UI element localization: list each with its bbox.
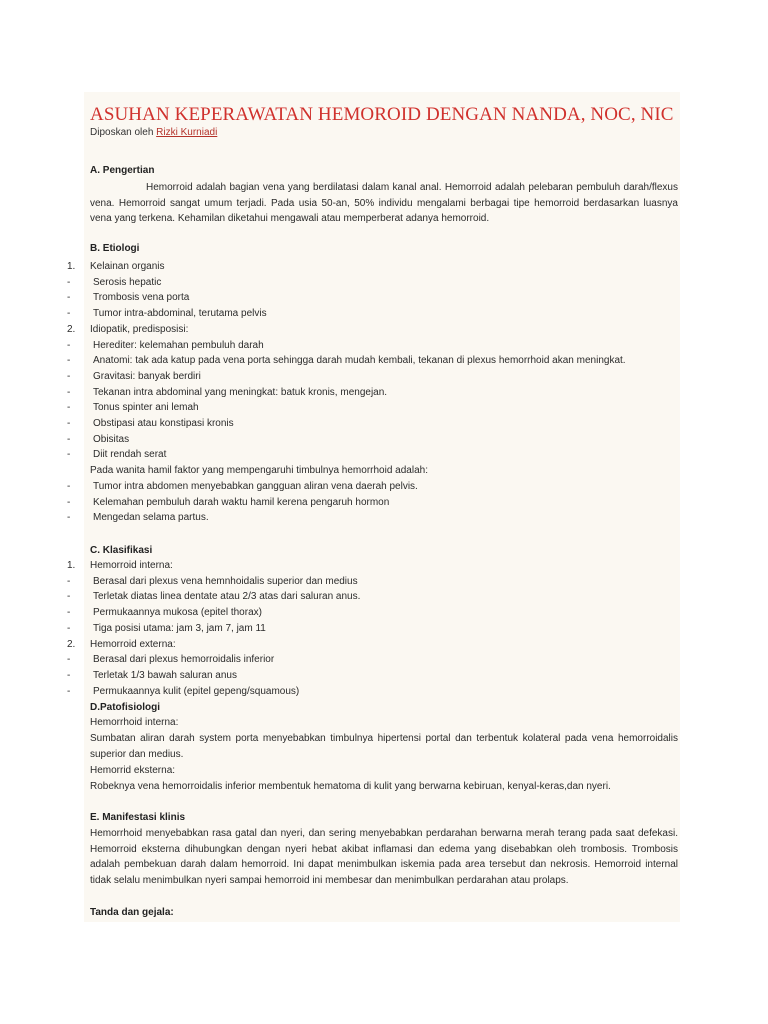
etiologi-subitem: Herediter: kelemahan pembuluh darah	[93, 339, 264, 351]
klasifikasi-subitem: Berasal dari plexus hemorroidalis inferior	[93, 654, 275, 666]
klasifikasi-subitem: Terletak 1/3 bawah saluran anus	[93, 669, 237, 681]
etiologi-subitem: Tumor intra-abdominal, terutama pelvis	[93, 308, 267, 320]
etiologi-subitem-marker: -	[67, 418, 71, 429]
etiologi-subitem-marker: -	[67, 496, 71, 508]
etiologi-subitem: Mengedan selama partus.	[93, 512, 209, 524]
klasifikasi-subitem-marker: -	[67, 591, 71, 603]
etiologi-subitem-marker: -	[67, 480, 71, 492]
etiologi-subitem-marker: -	[67, 433, 71, 445]
klasifikasi-item-marker: 1.	[67, 560, 76, 571]
klasifikasi-subitem-marker: -	[67, 654, 71, 666]
klasifikasi-item: Hemorroid interna:	[90, 560, 173, 571]
patofisiologi-interna-text: Sumbatan aliran darah system porta menyebabkan timbulnya hipertensi portal dan terbentuk kolateral pada vena hemorroidalis superior dan medius.	[90, 733, 678, 760]
etiologi-subitem-marker: -	[67, 355, 71, 367]
paragraph-manifestasi: Hemorrhoid menyebabkan rasa gatal dan nyeri, dan sering menyebabkan perdarahan berwarna merah terang pada saat defekasi. Hemorroid eksterna dihubungkan dengan nyeri hebat akibat inflamasi dan edema yang disebabkan oleh trombosis. Trombosis adalah pembekuan darah dalam hemorroid. Ini dapat menimbulkan iskemia pada area tersebut dan nekrosis. Hemorroid internal tidak selalu menimbulkan nyeri sampai hemorroid ini membesar dan menimbulkan perdarahan atau prolaps.	[90, 828, 678, 886]
klasifikasi-subitem: Tiga posisi utama: jam 3, jam 7, jam 11	[93, 622, 266, 634]
heading-etiologi: B. Etiologi	[90, 243, 140, 254]
klasifikasi-subitem: Berasal dari plexus vena hemnhoidalis superior dan medius	[93, 575, 358, 587]
klasifikasi-subitem-marker: -	[67, 575, 71, 587]
etiologi-subitem: Tumor intra abdomen menyebabkan gangguan aliran vena daerah pelvis.	[93, 480, 418, 492]
etiologi-subitem: Tekanan intra abdominal yang meningkat: batuk kronis, mengejan.	[93, 386, 388, 398]
etiologi-subitem: Tonus spinter ani lemah	[93, 402, 199, 414]
etiologi-item: Kelainan organis	[90, 261, 165, 272]
etiologi-subitem: Obstipasi atau konstipasi kronis	[93, 418, 234, 429]
etiologi-subitem-marker: -	[67, 386, 71, 398]
heading-patofisiologi: D.Patofisiologi	[90, 702, 160, 713]
klasifikasi-item-marker: 2.	[67, 638, 76, 650]
author-link[interactable]: Rizki Kurniadi	[156, 127, 218, 138]
etiologi-subitem: Trombosis vena porta	[93, 292, 190, 304]
patofisiologi-eksterna-text: Robeknya vena hemorroidalis inferior membentuk hematoma di kulit yang berwarna kebiruan, kenyal-keras,dan nyeri.	[90, 781, 611, 792]
etiologi-item-marker: 2.	[67, 323, 76, 335]
klasifikasi-subitem-marker: -	[67, 669, 71, 681]
heading-klasifikasi: C. Klasifikasi	[90, 545, 153, 556]
etiologi-subitem: Serosis hepatic	[93, 276, 162, 288]
etiologi-subitem: Kelemahan pembuluh darah waktu hamil kerena pengaruh hormon	[93, 496, 390, 508]
etiologi-subitem: Anatomi: tak ada katup pada vena porta sehingga darah mudah kembali, tekanan di plexus hemorrhoid akan meningkat.	[93, 355, 626, 367]
klasifikasi-item: Hemorroid externa:	[90, 638, 176, 650]
byline-prefix: Diposkan oleh	[90, 127, 154, 138]
paragraph-pengertian: Hemorroid adalah bagian vena yang berdilatasi dalam kanal anal. Hemorroid adalah pelebaran pembuluh darah/flexus vena. Hemorroid sangat umum terjadi. Pada usia 50-an, 50% individu mengalami berbagai tipe hemorroid berdasarkan luasnya vena yang terkena. Kehamilan diketahui mengawali atau memperberat adanya hemorroid.	[90, 182, 678, 224]
klasifikasi-subitem-marker: -	[67, 622, 71, 634]
etiologi-pregnancy-intro: Pada wanita hamil faktor yang mempengaruhi timbulnya hemorrhoid adalah:	[90, 465, 428, 477]
etiologi-subitem: Gravitasi: banyak berdiri	[93, 370, 201, 382]
etiologi-item-marker: 1.	[67, 261, 76, 272]
byline	[90, 127, 217, 138]
klasifikasi-subitem-marker: -	[67, 607, 71, 619]
etiologi-subitem-marker: -	[67, 339, 71, 351]
etiologi-subitem-marker: -	[67, 449, 71, 461]
klasifikasi-subitem: Permukaannya mukosa (epitel thorax)	[93, 607, 262, 619]
patofisiologi-interna-label: Hemorrhoid interna:	[90, 717, 179, 728]
klasifikasi-subitem-marker: -	[67, 685, 71, 697]
heading-pengertian: A. Pengertian	[90, 165, 155, 176]
etiologi-subitem: Obisitas	[93, 433, 130, 445]
etiologi-subitem-marker: -	[67, 276, 71, 288]
etiologi-item: Idiopatik, predisposisi:	[90, 323, 189, 335]
etiologi-subitem-marker: -	[67, 292, 71, 304]
page-title: ASUHAN KEPERAWATAN HEMOROID DENGAN NANDA, NOC, NIC	[90, 104, 674, 125]
etiologi-subitem-marker: -	[67, 370, 71, 382]
etiologi-subitem-marker: -	[67, 512, 71, 524]
etiologi-subitem: Diit rendah serat	[93, 449, 167, 461]
heading-tanda-gejala: Tanda dan gejala:	[90, 907, 174, 918]
klasifikasi-subitem: Permukaannya kulit (epitel gepeng/squamous)	[93, 685, 300, 697]
etiologi-subitem-marker: -	[67, 308, 71, 320]
etiologi-subitem-marker: -	[67, 402, 71, 414]
patofisiologi-eksterna-label: Hemorrid eksterna:	[90, 765, 176, 776]
heading-manifestasi: E. Manifestasi klinis	[90, 812, 186, 823]
klasifikasi-subitem: Terletak diatas linea dentate atau 2/3 atas dari saluran anus.	[93, 591, 361, 603]
